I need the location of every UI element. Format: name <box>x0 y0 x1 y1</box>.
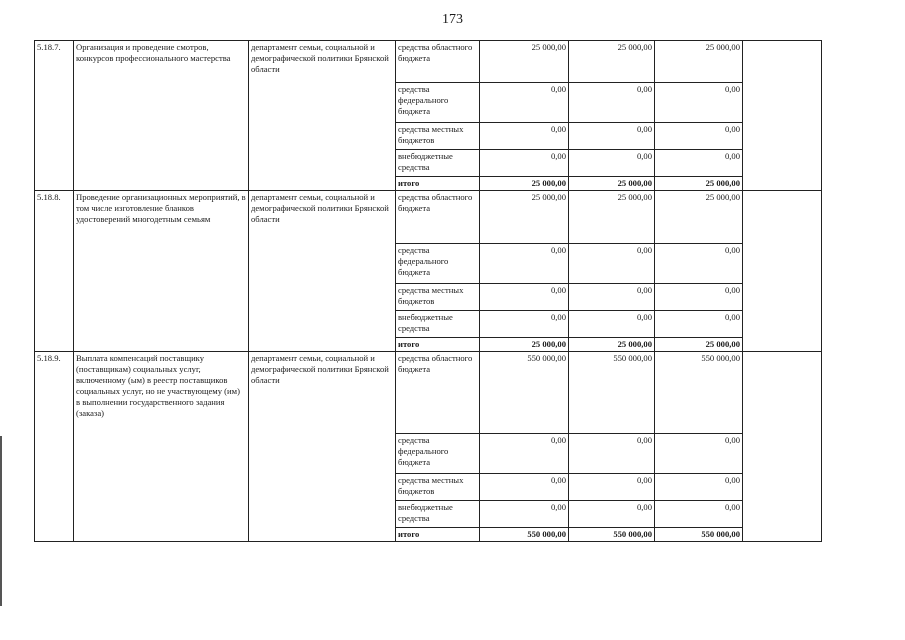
amount-year-1: 550 000,00 <box>480 352 569 434</box>
amount-year-3: 550 000,00 <box>655 352 743 434</box>
empty-cell <box>743 191 822 352</box>
amount-year-1: 550 000,00 <box>480 528 569 542</box>
funding-source: средства местных бюджетов <box>396 284 480 311</box>
amount-year-1: 25 000,00 <box>480 41 569 83</box>
amount-year-2: 550 000,00 <box>569 352 655 434</box>
measure-executor: департамент семьи, социальной и демографической политики Брянской области <box>249 352 396 542</box>
measure-name: Проведение организационных мероприятий, в том числе изготовление бланков удостоверений многодетным семьям <box>74 191 249 352</box>
amount-year-3: 0,00 <box>655 311 743 338</box>
funding-source-total: итого <box>396 177 480 191</box>
measure-executor: департамент семьи, социальной и демографической политики Брянской области <box>249 41 396 191</box>
measure-name: Организация и проведение смотров, конкурсов профессионального мастерства <box>74 41 249 191</box>
amount-year-2: 0,00 <box>569 434 655 474</box>
amount-year-3: 25 000,00 <box>655 177 743 191</box>
amount-year-1: 0,00 <box>480 434 569 474</box>
amount-year-3: 0,00 <box>655 150 743 177</box>
funding-source: средства федерального бюджета <box>396 434 480 474</box>
amount-year-2: 550 000,00 <box>569 528 655 542</box>
table-row <box>35 41 822 83</box>
amount-year-1: 0,00 <box>480 150 569 177</box>
measure-code: 5.18.9. <box>35 352 74 542</box>
empty-cell <box>743 352 822 542</box>
amount-year-3: 0,00 <box>655 83 743 123</box>
amount-year-3: 0,00 <box>655 284 743 311</box>
amount-year-3: 0,00 <box>655 501 743 528</box>
amount-year-3: 25 000,00 <box>655 191 743 244</box>
funding-source: средства местных бюджетов <box>396 474 480 501</box>
amount-year-2: 0,00 <box>569 284 655 311</box>
scan-edge-line <box>0 436 2 606</box>
funding-source: внебюджетные средства <box>396 150 480 177</box>
budget-table <box>34 40 822 542</box>
amount-year-1: 25 000,00 <box>480 191 569 244</box>
amount-year-2: 0,00 <box>569 474 655 501</box>
table-row <box>35 191 822 244</box>
amount-year-1: 25 000,00 <box>480 177 569 191</box>
funding-source: средства областного бюджета <box>396 191 480 244</box>
amount-year-1: 0,00 <box>480 244 569 284</box>
amount-year-2: 25 000,00 <box>569 177 655 191</box>
funding-source: внебюджетные средства <box>396 501 480 528</box>
amount-year-3: 25 000,00 <box>655 41 743 83</box>
measure-code: 5.18.7. <box>35 41 74 191</box>
amount-year-2: 0,00 <box>569 501 655 528</box>
amount-year-2: 0,00 <box>569 150 655 177</box>
amount-year-1: 0,00 <box>480 311 569 338</box>
amount-year-1: 25 000,00 <box>480 338 569 352</box>
amount-year-1: 0,00 <box>480 284 569 311</box>
funding-source: средства федерального бюджета <box>396 244 480 284</box>
funding-source-total: итого <box>396 338 480 352</box>
empty-cell <box>743 41 822 191</box>
amount-year-2: 25 000,00 <box>569 338 655 352</box>
amount-year-1: 0,00 <box>480 501 569 528</box>
funding-source-total: итого <box>396 528 480 542</box>
measure-executor: департамент семьи, социальной и демографической политики Брянской области <box>249 191 396 352</box>
amount-year-1: 0,00 <box>480 474 569 501</box>
funding-source: средства областного бюджета <box>396 352 480 434</box>
measure-code: 5.18.8. <box>35 191 74 352</box>
amount-year-3: 0,00 <box>655 244 743 284</box>
amount-year-1: 0,00 <box>480 83 569 123</box>
table-row <box>35 352 822 434</box>
measure-name: Выплата компенсаций поставщику (поставщикам) социальных услуг, включенному (ым) в реестр поставщиков социальных услуг, но не участвующему (им) в выполнении государственного задания (заказа) <box>74 352 249 542</box>
amount-year-2: 0,00 <box>569 244 655 284</box>
amount-year-2: 25 000,00 <box>569 41 655 83</box>
amount-year-2: 0,00 <box>569 123 655 150</box>
amount-year-3: 0,00 <box>655 123 743 150</box>
amount-year-3: 25 000,00 <box>655 338 743 352</box>
amount-year-3: 550 000,00 <box>655 528 743 542</box>
funding-source: средства местных бюджетов <box>396 123 480 150</box>
amount-year-1: 0,00 <box>480 123 569 150</box>
funding-source: средства областного бюджета <box>396 41 480 83</box>
amount-year-3: 0,00 <box>655 434 743 474</box>
amount-year-3: 0,00 <box>655 474 743 501</box>
funding-source: средства федерального бюджета <box>396 83 480 123</box>
funding-source: внебюджетные средства <box>396 311 480 338</box>
page-number: 173 <box>442 12 463 27</box>
amount-year-2: 0,00 <box>569 311 655 338</box>
amount-year-2: 0,00 <box>569 83 655 123</box>
amount-year-2: 25 000,00 <box>569 191 655 244</box>
